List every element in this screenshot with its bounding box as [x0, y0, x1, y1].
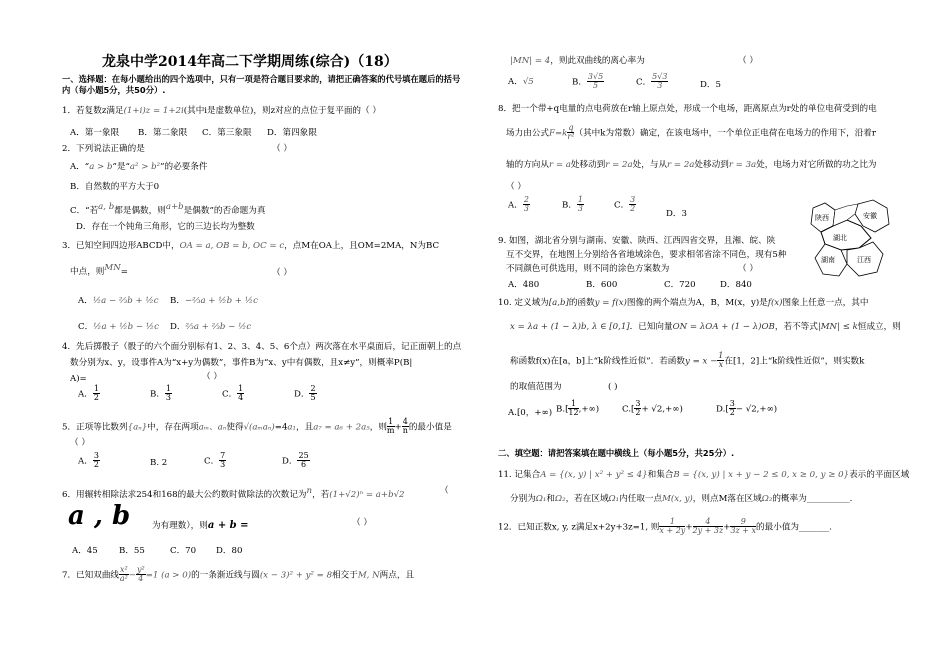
question-5-stem: 5．正项等比数列{aₙ}中，存在两项aₘ、aₙ使得√(aₘaₙ)=4a₁，且a₇ = a₆ + 2a₅，则 $\frac{1}{m}$ + $\frac{4}{n}$ 的最小值是 [62, 417, 452, 436]
q6-answer-paren: （ ） [352, 518, 372, 528]
q9-answer-paren: （ ） [738, 264, 758, 274]
q4-answer-paren: （ ） [202, 372, 222, 382]
page-title: 龙泉中学2014年高二下学期周练(综合)（18） [102, 54, 398, 70]
q9-option-a[interactable]: A．480 [508, 280, 540, 290]
question-9-line2: 互不交界，在地图上分别给各省地域涂色，要求相邻省涂不同色，现有5种 [506, 250, 787, 260]
q1-option-b[interactable]: B．第二象限 [138, 128, 188, 138]
map-label-jiangxi: 江西 [857, 256, 871, 264]
q7-option-a[interactable]: A．√5 [508, 77, 534, 87]
question-2-stem: 2．下列说法正确的是 [62, 144, 145, 154]
question-6-line2: 为有理数），则a + b = [152, 520, 249, 531]
q3-option-a[interactable]: A．½a − ⅔b + ½c [78, 296, 159, 306]
q6-ab-variables: a , b [68, 501, 131, 531]
province-map-svg [803, 198, 908, 280]
q3-answer-paren: （ ） [272, 268, 292, 278]
q9-option-c[interactable]: C．720 [664, 280, 696, 290]
q6-open-paren: （ [440, 486, 449, 496]
question-7-line2: |MN| = 4，则此双曲线的离心率为 [510, 56, 645, 66]
q5-option-c[interactable]: C． $\frac{7}{3}$ [204, 451, 226, 470]
question-8-line2: 场力由公式F=k $\frac{q}{\text{r²}}$ （其中k为常数）确定，在该电场中，一个单位正电荷在电场力的作用下，沿着r [506, 123, 876, 142]
q2-option-c[interactable]: C．“若a, b都是偶数，则a+b是偶数”的否命题为真 [70, 202, 266, 216]
question-7-stem: 7．已知双曲线 $\frac{\text{x²}}{\text{a²}}$ − $\frac{\text{y²}}{4}$ =1 (a > 0)的一条渐近线与圆(x − 3)² + y² = 8相交于M, N两点，且 [62, 565, 415, 584]
q10-answer-paren: ( ) [608, 382, 618, 392]
question-4-line3: A)= [70, 374, 87, 384]
question-4-line1: 4．先后掷骰子（骰子的六个面分别标有1、2、3、4、5、6个点）两次落在水平桌面后，记正面朝上的点 [62, 342, 462, 352]
q10-option-a[interactable]: A.[0，+∞) [508, 408, 553, 418]
q1-option-d[interactable]: D．第四象限 [267, 128, 317, 138]
q7-option-d[interactable]: D．5 [700, 80, 721, 90]
q5-option-b[interactable]: B. 2 [150, 458, 168, 468]
q4-option-c[interactable]: C． $\frac{1}{4}$ [222, 384, 244, 403]
question-10-line3: 称函数f(x)在[a，b]上“k阶线性近似”．若函数y = x − $\frac{1}{x}$ 在[1，2]上“k阶线性近似”，则实数k [510, 351, 865, 370]
q10-option-d[interactable]: D.[ $\frac{3}{2}$ − √2,+∞) [716, 399, 778, 418]
section2-heading: 二、填空题：请把答案填在题中横线上（每小题5分，共25分）. [498, 448, 735, 458]
q7-answer-paren: （ ） [738, 56, 758, 66]
section1-heading: 一、选择题：在每小题给出的四个选项中，只有一项是符合题目要求的，请把正确答案的代号填在题后的括号内（每小题5分，共50分）. [62, 74, 461, 96]
question-3-line2: 中点，则MN= [70, 263, 128, 277]
q9-option-b[interactable]: B．600 [586, 280, 618, 290]
q2-option-d[interactable]: D．存在一个钝角三角形，它的三边长均为整数 [76, 222, 255, 232]
map-label-anhui: 安徽 [863, 212, 877, 220]
q2-answer-paren: （ ） [272, 144, 292, 154]
q2-option-b[interactable]: B．自然数的平方大于0 [70, 182, 160, 192]
question-1-stem: 1．若复数z满足(1+i)z = 1+2i(其中i是虚数单位)，则z对应的点位于复平面的（ ） [62, 106, 381, 116]
q3-option-c[interactable]: C．½a + ½b − ½c [78, 322, 159, 332]
question-11-line2: 分别为Ω₁和Ω₂，若在区域Ω₁内任取一点M(x, y)，则点M落在区域Ω₂的概率为__________. [510, 494, 853, 504]
q8-option-b[interactable]: B． $\frac{1}{3}$ [562, 195, 584, 214]
question-12-stem: 12．已知正数x, y, z满足x+2y+3z=1, 则 $\frac{1}{x + 2y}$ + $\frac{4}{2y + 3z}$ + $\frac{9}{3z + x}$ 的最小值为_______. [498, 517, 832, 536]
q4-option-b[interactable]: B． $\frac{1}{3}$ [150, 384, 172, 403]
question-10-line1: 10. 定义域为[a,b]的函数y = f(x)图像的两个端点为A，B，M(x，y)是f(x)图象上任意一点，其中 [498, 298, 869, 308]
q6-option-a[interactable]: A．45 [72, 546, 98, 556]
q6-option-c[interactable]: C．70 [170, 546, 197, 556]
question-3-stem: 3．已知空间四边形ABCD中，OA = a, OB = b, OC = c，点M在OA上，且OM=2MA，N为BC [62, 241, 440, 251]
question-9-line3: 不同颜色可供选用，则不同的涂色方案数为 [506, 264, 670, 274]
q8-option-a[interactable]: A． $\frac{2}{3}$ [508, 195, 529, 214]
q7-option-c[interactable]: C． $\frac{5√3}{3}$ [636, 72, 668, 91]
province-map [803, 198, 908, 280]
q9-option-d[interactable]: D．840 [720, 280, 752, 290]
q10-option-c[interactable]: C.[ $\frac{3}{2}$ + √2,+∞) [622, 399, 683, 418]
question-8-line1: 8．把一个带+q电量的点电荷放在r轴上原点处，形成一个电场，距离原点为r处的单位电荷受到的电 [498, 104, 877, 114]
q4-option-d[interactable]: D． $\frac{2}{5}$ [294, 384, 316, 403]
q6-option-b[interactable]: B．55 [119, 546, 145, 556]
q5-option-a[interactable]: A． $\frac{3}{2}$ [78, 451, 99, 470]
question-8-line3: 轴的方向从r = a处移动到r = 2a处，与从r = 2a处移动到r = 3a处，电场力对它所做的功之比为 [506, 160, 877, 170]
q7-option-b[interactable]: B． $\frac{3√5}{5}$ [572, 72, 604, 91]
q5-answer-paren: （ ） [70, 438, 90, 448]
q4-option-a[interactable]: A． $\frac{1}{2}$ [78, 384, 99, 403]
q3-option-d[interactable]: D．⅔a + ⅔b − ½c [170, 322, 252, 332]
q3-option-b[interactable]: B．−⅔a + ½b + ½c [170, 296, 258, 306]
question-6-stem: 6．用辗转相除法求254和168的最大公约数时做除法的次数记为n，若(1+√2)ⁿ = a+b√2 [62, 486, 405, 500]
q5-option-d[interactable]: D． $\frac{25}{6}$ [282, 451, 309, 470]
q8-option-c[interactable]: C． $\frac{3}{2}$ [614, 195, 636, 214]
q10-option-b[interactable]: B.[ $\frac{1}{12}$ ,+∞) [556, 399, 600, 418]
q8-option-d[interactable]: D．3 [666, 209, 687, 219]
q6-option-d[interactable]: D．80 [216, 546, 243, 556]
question-10-line2: x = λa + (1 − λ)b, λ ∈ [0,1]．已知向量ON = λOA + (1 − λ)OB，若不等式|MN| ≤ k恒成立，则 [510, 322, 901, 332]
question-4-line2: 数分别为x、y，设事件A为“x+y为偶数”，事件B为“x、y中有偶数，且x≠y”，则概率P(B| [70, 358, 413, 368]
question-10-line4: 的取值范围为 [510, 382, 562, 392]
map-label-hunan: 湖南 [821, 256, 835, 264]
q1-option-c[interactable]: C．第三象限 [202, 128, 252, 138]
q2-option-a[interactable]: A．“a > b”是“a² > b²”的必要条件 [70, 162, 208, 172]
q1-option-a[interactable]: A．第一象限 [70, 128, 120, 138]
map-label-hubei: 湖北 [833, 234, 847, 242]
map-label-shaanxi: 陕西 [815, 214, 829, 222]
question-9-line1: 9. 如图，湖北省分别与湖南、安徽、陕西、江西四省交界，且湘、皖、陕 [498, 236, 776, 246]
q8-answer-paren: （ ） [506, 182, 526, 192]
question-11-line1: 11. 记集合A = {(x, y) | x² + y² ≤ 4}和集合B = {(x, y) | x + y − 2 ≤ 0, x ≥ 0, y ≥ 0}表示的平面区域 [498, 470, 910, 480]
